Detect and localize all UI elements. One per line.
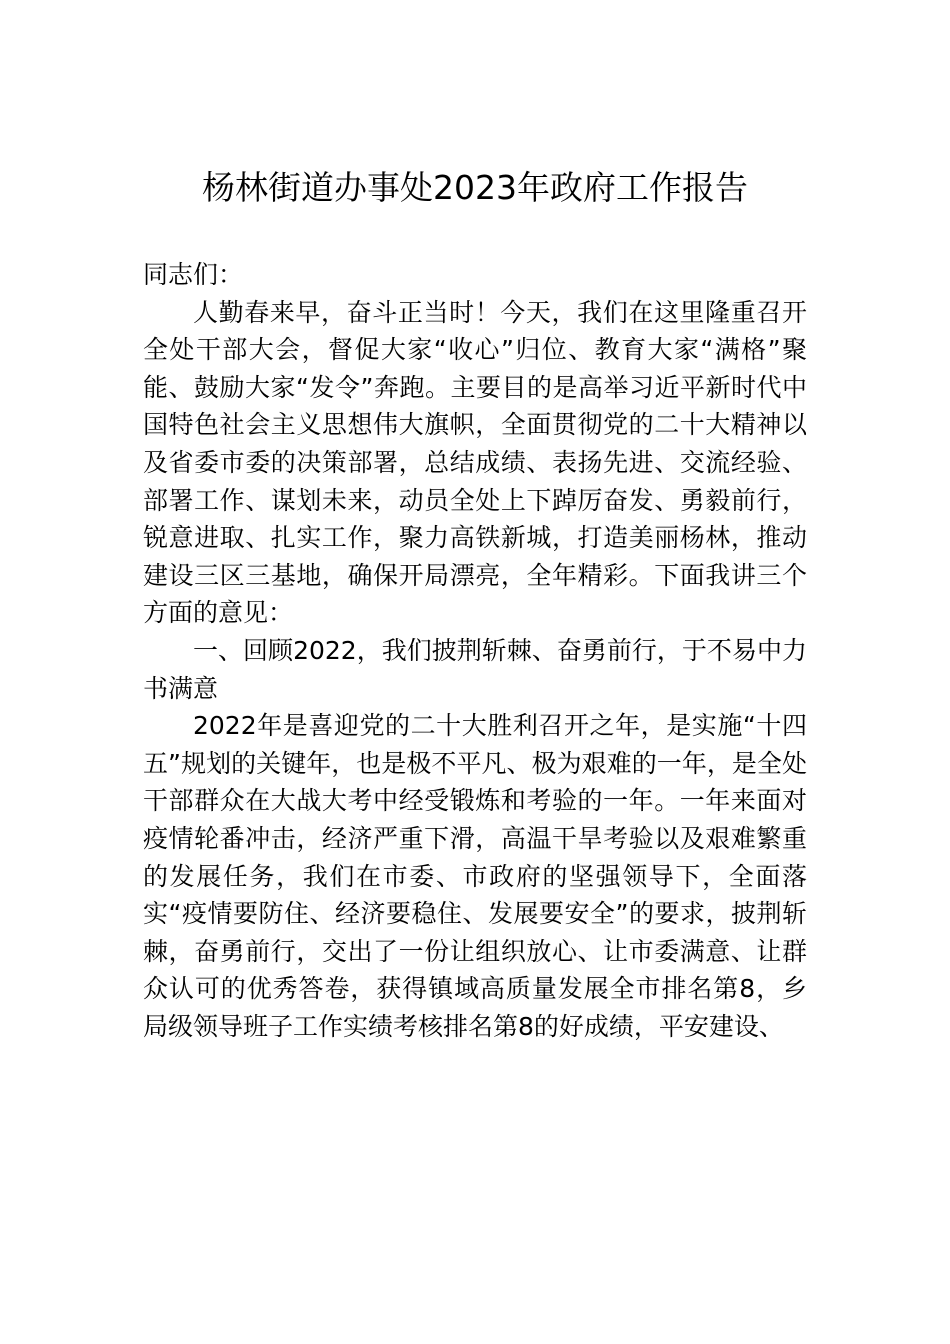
section-heading: 一、回顾2022，我们披荆斩棘、奋勇前行，于不易中力书满意 [143,635,807,703]
salutation: 同志们： [143,260,244,289]
document-body [143,256,807,1045]
opening-paragraph: 人勤春来早，奋斗正当时！今天，我们在这里隆重召开全处干部大会，督促大家“收心”归位、教育大家“满格”聚能、鼓励大家“发令”奔跑。主要目的是高举习近平新时代中国特色社会主义思想伟大旗帜，全面贯彻党的二十大精神以及省委市委的决策部署，总结成绩、表扬先进、交流经验、部署工作、谋划未来，动员全处上下踔厉奋发、勇毅前行，锐意进取、扎实工作，聚力高铁新城，打造美丽杨林，推动建设三区三基地，确保开局漂亮，全年精彩。下面我讲三个方面的意见： [143,297,807,628]
document-title: 杨林街道办事处2023年政府工作报告 [202,168,748,207]
review-paragraph: 2022年是喜迎党的二十大胜利召开之年，是实施“十四五”规划的关键年，也是极不平凡、极为艰难的一年，是全处干部群众在大战大考中经受锻炼和考验的一年。一年来面对疫情轮番冲击，经济严重下滑，高温干旱考验以及艰难繁重的发展任务，我们在市委、市政府的坚强领导下，全面落实“疫情要防住、经济要稳住、发展要安全”的要求，披荆斩棘，奋勇前行，交出了一份让组织放心、让市委满意、让群众认可的优秀答卷，获得镇域高质量发展全市排名第8，乡局级领导班子工作实绩考核排名第8的好成绩，平安建设、 [143,711,807,1041]
